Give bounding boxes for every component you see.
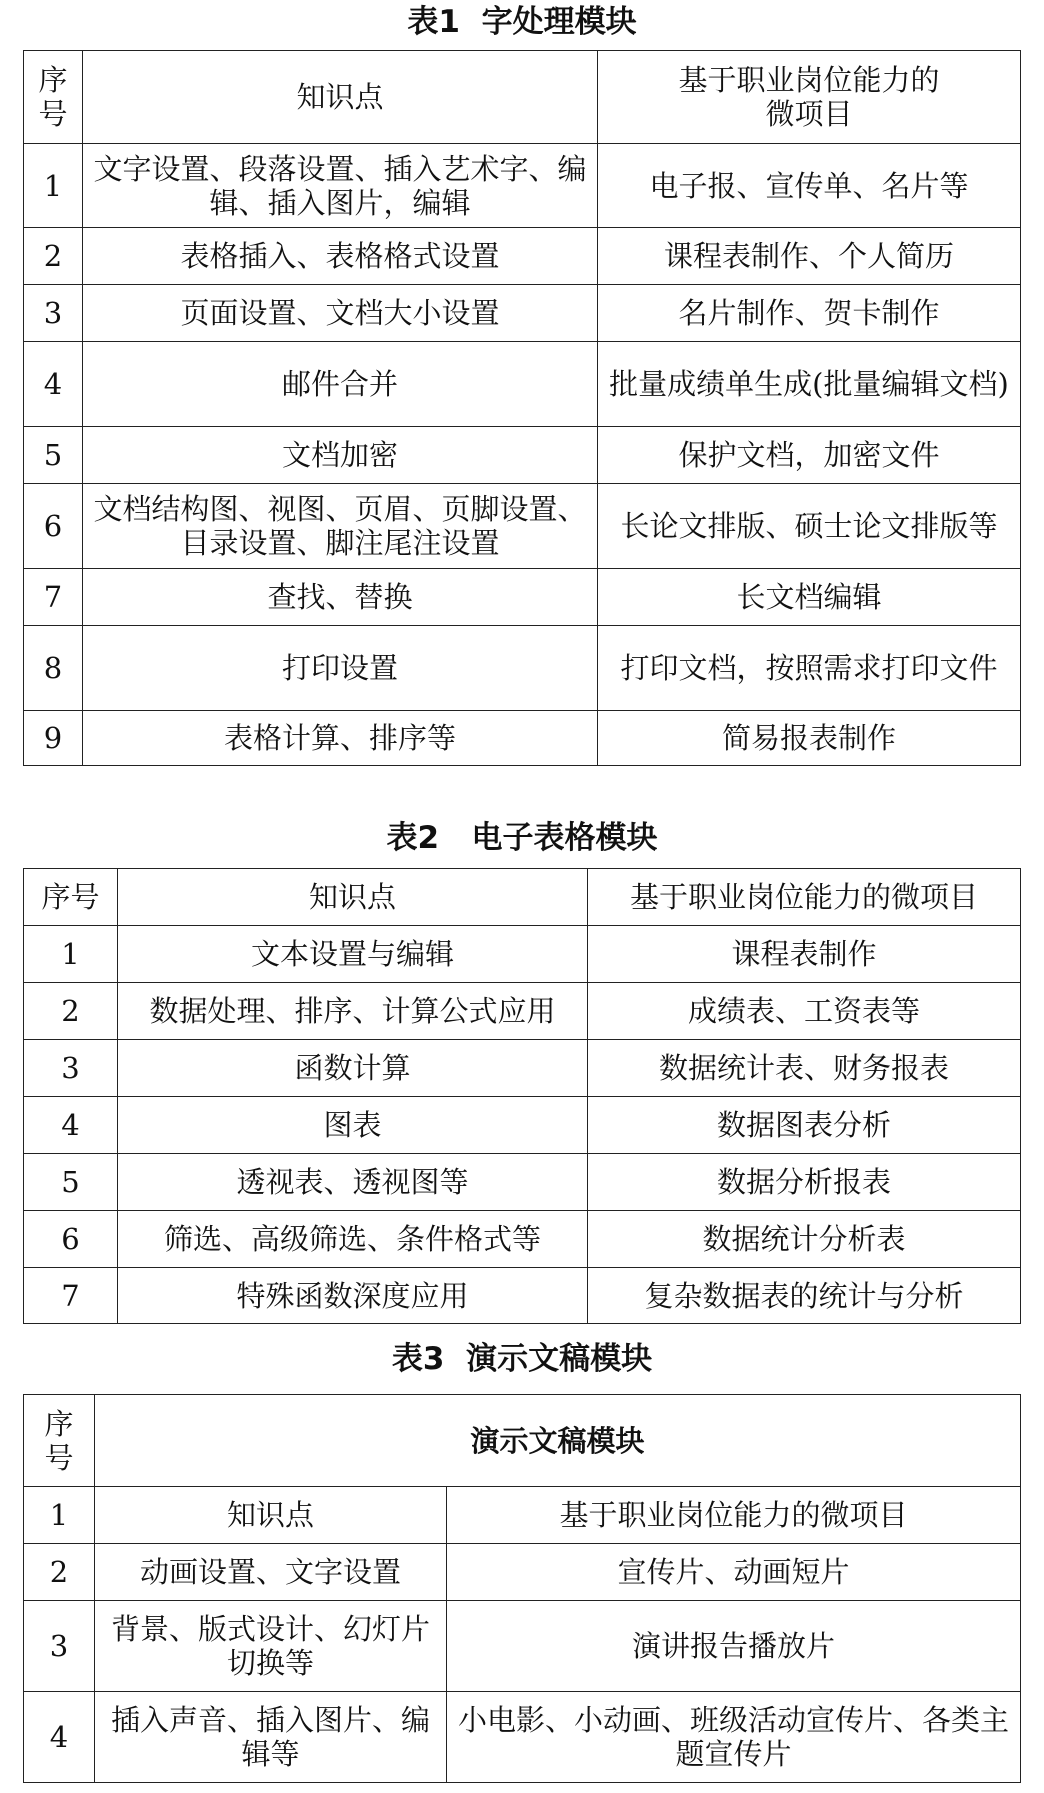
table-row bbox=[24, 1544, 1021, 1601]
table-row bbox=[24, 228, 1021, 285]
table3 bbox=[23, 1394, 1021, 1783]
project-cell: 数据统计表、财务报表 bbox=[588, 1040, 1021, 1097]
table3-header-num: 序 号 bbox=[24, 1395, 95, 1487]
table2-caption: 表2 电子表格模块 bbox=[386, 820, 658, 856]
project-cell: 复杂数据表的统计与分析 bbox=[588, 1268, 1021, 1324]
table-row bbox=[24, 1097, 1021, 1154]
table1-header-row bbox=[24, 51, 1021, 144]
row-num: 5 bbox=[24, 427, 83, 484]
row-num: 4 bbox=[24, 342, 83, 427]
table-row bbox=[24, 427, 1021, 484]
knowledge-cell: 图表 bbox=[118, 1097, 588, 1154]
knowledge-cell: 特殊函数深度应用 bbox=[118, 1268, 588, 1324]
table-row bbox=[24, 1692, 1021, 1783]
knowledge-cell: 背景、版式设计、幻灯片切换等 bbox=[95, 1601, 447, 1692]
table-row bbox=[24, 626, 1021, 711]
project-cell: 课程表制作、个人简历 bbox=[598, 228, 1021, 285]
project-cell: 名片制作、贺卡制作 bbox=[598, 285, 1021, 342]
table-row bbox=[24, 983, 1021, 1040]
table2-header-num: 序号 bbox=[24, 869, 118, 926]
row-num: 3 bbox=[24, 1040, 118, 1097]
table2-header-project: 基于职业岗位能力的微项目 bbox=[588, 869, 1021, 926]
knowledge-cell: 动画设置、文字设置 bbox=[95, 1544, 447, 1601]
project-cell: 成绩表、工资表等 bbox=[588, 983, 1021, 1040]
row-num: 2 bbox=[24, 228, 83, 285]
knowledge-cell: 打印设置 bbox=[83, 626, 598, 711]
table2-header-row bbox=[24, 869, 1021, 926]
project-cell: 小电影、小动画、班级活动宣传片、各类主题宣传片 bbox=[447, 1692, 1021, 1783]
knowledge-cell: 表格插入、表格格式设置 bbox=[83, 228, 598, 285]
row-num: 3 bbox=[24, 285, 83, 342]
project-cell: 打印文档，按照需求打印文件 bbox=[598, 626, 1021, 711]
table1-header-num: 序 号 bbox=[24, 51, 83, 144]
project-cell: 基于职业岗位能力的微项目 bbox=[447, 1487, 1021, 1544]
knowledge-cell: 筛选、高级筛选、条件格式等 bbox=[118, 1211, 588, 1268]
project-cell: 宣传片、动画短片 bbox=[447, 1544, 1021, 1601]
project-cell: 课程表制作 bbox=[588, 926, 1021, 983]
row-num: 9 bbox=[24, 711, 83, 766]
table-row bbox=[24, 342, 1021, 427]
knowledge-cell: 查找、替换 bbox=[83, 569, 598, 626]
row-num: 1 bbox=[24, 926, 118, 983]
knowledge-cell: 文档加密 bbox=[83, 427, 598, 484]
row-num: 7 bbox=[24, 569, 83, 626]
project-cell: 数据图表分析 bbox=[588, 1097, 1021, 1154]
knowledge-cell: 表格计算、排序等 bbox=[83, 711, 598, 766]
table-row bbox=[24, 1211, 1021, 1268]
row-num: 3 bbox=[24, 1601, 95, 1692]
project-cell: 保护文档，加密文件 bbox=[598, 427, 1021, 484]
row-num: 6 bbox=[24, 1211, 118, 1268]
project-cell: 简易报表制作 bbox=[598, 711, 1021, 766]
table1-header-knowledge: 知识点 bbox=[83, 51, 598, 144]
project-cell: 电子报、宣传单、名片等 bbox=[598, 144, 1021, 228]
table2-header-knowledge: 知识点 bbox=[118, 869, 588, 926]
table-row bbox=[24, 285, 1021, 342]
table-row bbox=[24, 711, 1021, 766]
table3-header-row bbox=[24, 1395, 1021, 1487]
knowledge-cell: 透视表、透视图等 bbox=[118, 1154, 588, 1211]
project-cell: 长文档编辑 bbox=[598, 569, 1021, 626]
table2 bbox=[23, 868, 1021, 1324]
knowledge-cell: 文档结构图、视图、页眉、页脚设置、目录设置、脚注尾注设置 bbox=[83, 484, 598, 569]
knowledge-cell: 知识点 bbox=[95, 1487, 447, 1544]
table-row bbox=[24, 1040, 1021, 1097]
row-num: 4 bbox=[24, 1692, 95, 1783]
table1 bbox=[23, 50, 1021, 766]
table-row bbox=[24, 1154, 1021, 1211]
table-row bbox=[24, 926, 1021, 983]
row-num: 2 bbox=[24, 1544, 95, 1601]
row-num: 6 bbox=[24, 484, 83, 569]
knowledge-cell: 数据处理、排序、计算公式应用 bbox=[118, 983, 588, 1040]
row-num: 1 bbox=[24, 144, 83, 228]
project-cell: 批量成绩单生成(批量编辑文档) bbox=[598, 342, 1021, 427]
table-row bbox=[24, 484, 1021, 569]
table3-caption: 表3 演示文稿模块 bbox=[391, 1341, 653, 1377]
project-cell: 演讲报告播放片 bbox=[447, 1601, 1021, 1692]
row-num: 5 bbox=[24, 1154, 118, 1211]
table3-header-module: 演示文稿模块 bbox=[95, 1395, 1021, 1487]
knowledge-cell: 文字设置、段落设置、插入艺术字、编辑、插入图片，编辑 bbox=[83, 144, 598, 228]
table-row bbox=[24, 1268, 1021, 1324]
knowledge-cell: 文本设置与编辑 bbox=[118, 926, 588, 983]
knowledge-cell: 页面设置、文档大小设置 bbox=[83, 285, 598, 342]
row-num: 2 bbox=[24, 983, 118, 1040]
row-num: 8 bbox=[24, 626, 83, 711]
project-cell: 数据统计分析表 bbox=[588, 1211, 1021, 1268]
row-num: 1 bbox=[24, 1487, 95, 1544]
knowledge-cell: 函数计算 bbox=[118, 1040, 588, 1097]
table-row bbox=[24, 569, 1021, 626]
table1-header-project: 基于职业岗位能力的 微项目 bbox=[598, 51, 1021, 144]
table-row bbox=[24, 1601, 1021, 1692]
row-num: 4 bbox=[24, 1097, 118, 1154]
project-cell: 长论文排版、硕士论文排版等 bbox=[598, 484, 1021, 569]
table-row bbox=[24, 144, 1021, 228]
knowledge-cell: 插入声音、插入图片、编辑等 bbox=[95, 1692, 447, 1783]
knowledge-cell: 邮件合并 bbox=[83, 342, 598, 427]
project-cell: 数据分析报表 bbox=[588, 1154, 1021, 1211]
row-num: 7 bbox=[24, 1268, 118, 1324]
table-row bbox=[24, 1487, 1021, 1544]
table1-caption: 表1 字处理模块 bbox=[407, 4, 637, 40]
